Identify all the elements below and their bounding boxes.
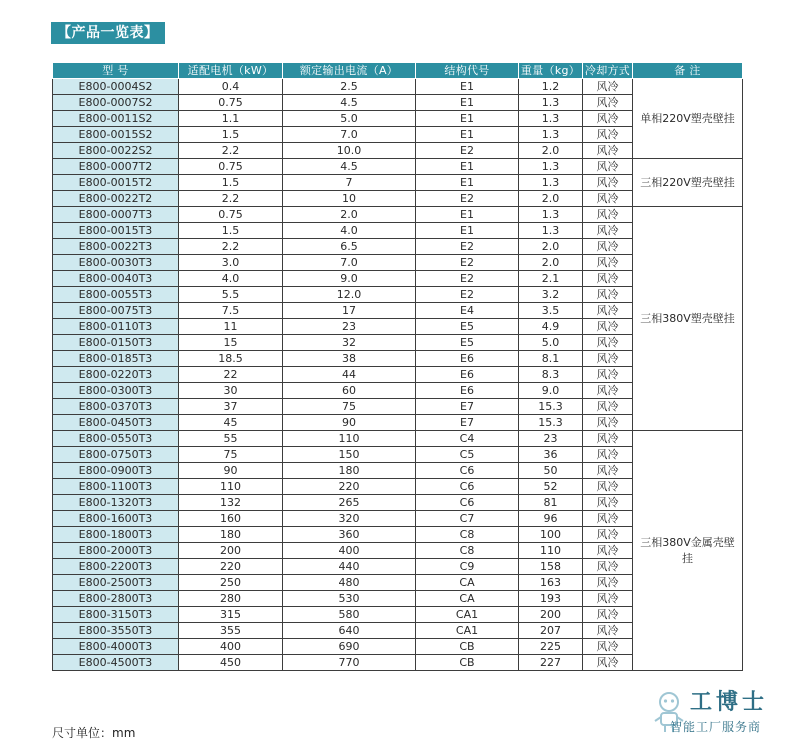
cell-motor-kw: 0.75 — [179, 95, 283, 111]
cell-cooling: 风冷 — [583, 655, 633, 671]
cell-structure: CB — [416, 639, 519, 655]
cell-model: E800-0015S2 — [53, 127, 179, 143]
cell-model: E800-0150T3 — [53, 335, 179, 351]
cell-current-a: 5.0 — [283, 111, 416, 127]
cell-current-a: 530 — [283, 591, 416, 607]
table-row — [53, 431, 743, 447]
cell-cooling: 风冷 — [583, 463, 633, 479]
cell-model: E800-1100T3 — [53, 479, 179, 495]
cell-model: E800-0220T3 — [53, 367, 179, 383]
cell-current-a: 180 — [283, 463, 416, 479]
cell-model: E800-0022T2 — [53, 191, 179, 207]
cell-weight-kg: 2.1 — [519, 271, 583, 287]
cell-motor-kw: 3.0 — [179, 255, 283, 271]
cell-structure: E7 — [416, 415, 519, 431]
cell-current-a: 9.0 — [283, 271, 416, 287]
cell-weight-kg: 1.3 — [519, 127, 583, 143]
cell-cooling: 风冷 — [583, 431, 633, 447]
cell-structure: CA1 — [416, 607, 519, 623]
cell-current-a: 4.0 — [283, 223, 416, 239]
footnote: 尺寸单位：mm — [52, 726, 136, 740]
cell-model: E800-0185T3 — [53, 351, 179, 367]
cell-weight-kg: 81 — [519, 495, 583, 511]
header-current: 额定输出电流（A） — [283, 63, 416, 79]
table-row — [53, 207, 743, 223]
cell-cooling: 风冷 — [583, 623, 633, 639]
cell-structure: E5 — [416, 319, 519, 335]
cell-model: E800-0750T3 — [53, 447, 179, 463]
watermark — [652, 690, 797, 736]
cell-weight-kg: 15.3 — [519, 415, 583, 431]
cell-model: E800-0900T3 — [53, 463, 179, 479]
cell-cooling: 风冷 — [583, 335, 633, 351]
cell-current-a: 640 — [283, 623, 416, 639]
cell-cooling: 风冷 — [583, 239, 633, 255]
cell-cooling: 风冷 — [583, 447, 633, 463]
cell-motor-kw: 0.4 — [179, 79, 283, 95]
cell-structure: E6 — [416, 383, 519, 399]
cell-motor-kw: 1.5 — [179, 127, 283, 143]
cell-current-a: 38 — [283, 351, 416, 367]
cell-motor-kw: 315 — [179, 607, 283, 623]
cell-cooling: 风冷 — [583, 527, 633, 543]
cell-motor-kw: 280 — [179, 591, 283, 607]
cell-structure: E2 — [416, 271, 519, 287]
cell-motor-kw: 75 — [179, 447, 283, 463]
cell-cooling: 风冷 — [583, 159, 633, 175]
cell-motor-kw: 450 — [179, 655, 283, 671]
cell-cooling: 风冷 — [583, 351, 633, 367]
cell-weight-kg: 2.0 — [519, 239, 583, 255]
cell-weight-kg: 15.3 — [519, 399, 583, 415]
cell-structure: E7 — [416, 399, 519, 415]
cell-cooling: 风冷 — [583, 287, 633, 303]
cell-model: E800-0075T3 — [53, 303, 179, 319]
cell-motor-kw: 0.75 — [179, 207, 283, 223]
cell-motor-kw: 30 — [179, 383, 283, 399]
cell-weight-kg: 110 — [519, 543, 583, 559]
cell-weight-kg: 5.0 — [519, 335, 583, 351]
cell-structure: CB — [416, 655, 519, 671]
cell-cooling: 风冷 — [583, 511, 633, 527]
cell-structure: C6 — [416, 479, 519, 495]
cell-cooling: 风冷 — [583, 175, 633, 191]
cell-current-a: 10.0 — [283, 143, 416, 159]
cell-motor-kw: 2.2 — [179, 239, 283, 255]
cell-current-a: 360 — [283, 527, 416, 543]
cell-cooling: 风冷 — [583, 383, 633, 399]
cell-structure: C8 — [416, 543, 519, 559]
cell-motor-kw: 2.2 — [179, 143, 283, 159]
table-row — [53, 159, 743, 175]
cell-structure: E1 — [416, 175, 519, 191]
product-table — [52, 62, 743, 671]
cell-current-a: 2.0 — [283, 207, 416, 223]
cell-model: E800-0007T2 — [53, 159, 179, 175]
cell-weight-kg: 2.0 — [519, 255, 583, 271]
cell-cooling: 风冷 — [583, 255, 633, 271]
cell-weight-kg: 163 — [519, 575, 583, 591]
cell-motor-kw: 90 — [179, 463, 283, 479]
cell-cooling: 风冷 — [583, 223, 633, 239]
cell-current-a: 90 — [283, 415, 416, 431]
cell-model: E800-0004S2 — [53, 79, 179, 95]
cell-motor-kw: 11 — [179, 319, 283, 335]
cell-model: E800-0550T3 — [53, 431, 179, 447]
cell-current-a: 7.0 — [283, 255, 416, 271]
watermark-brand: 工博士 — [690, 690, 769, 715]
cell-model: E800-0370T3 — [53, 399, 179, 415]
header-model: 型 号 — [53, 63, 179, 79]
watermark-subtitle: 智能工厂服务商 — [670, 720, 762, 734]
cell-current-a: 10 — [283, 191, 416, 207]
cell-current-a: 2.5 — [283, 79, 416, 95]
cell-structure: E1 — [416, 79, 519, 95]
page-title: 【产品一览表】 — [51, 22, 165, 44]
cell-weight-kg: 207 — [519, 623, 583, 639]
cell-weight-kg: 50 — [519, 463, 583, 479]
cell-weight-kg: 1.3 — [519, 175, 583, 191]
cell-weight-kg: 52 — [519, 479, 583, 495]
cell-model: E800-2000T3 — [53, 543, 179, 559]
cell-weight-kg: 1.3 — [519, 95, 583, 111]
cell-weight-kg: 227 — [519, 655, 583, 671]
cell-current-a: 6.5 — [283, 239, 416, 255]
header-remark: 备 注 — [633, 63, 743, 79]
cell-cooling: 风冷 — [583, 303, 633, 319]
cell-current-a: 12.0 — [283, 287, 416, 303]
cell-model: E800-0450T3 — [53, 415, 179, 431]
cell-remark: 三相220V塑壳壁挂 — [633, 159, 743, 207]
cell-weight-kg: 3.5 — [519, 303, 583, 319]
cell-current-a: 32 — [283, 335, 416, 351]
cell-model: E800-0040T3 — [53, 271, 179, 287]
cell-cooling: 风冷 — [583, 543, 633, 559]
cell-cooling: 风冷 — [583, 207, 633, 223]
cell-motor-kw: 22 — [179, 367, 283, 383]
cell-structure: E4 — [416, 303, 519, 319]
cell-current-a: 440 — [283, 559, 416, 575]
cell-motor-kw: 355 — [179, 623, 283, 639]
cell-cooling: 风冷 — [583, 399, 633, 415]
cell-cooling: 风冷 — [583, 319, 633, 335]
cell-remark: 三相380V金属壳壁挂 — [633, 431, 743, 671]
cell-model: E800-0015T2 — [53, 175, 179, 191]
cell-current-a: 265 — [283, 495, 416, 511]
cell-structure: C6 — [416, 463, 519, 479]
cell-weight-kg: 3.2 — [519, 287, 583, 303]
cell-model: E800-0011S2 — [53, 111, 179, 127]
cell-cooling: 风冷 — [583, 95, 633, 111]
cell-current-a: 7 — [283, 175, 416, 191]
cell-current-a: 75 — [283, 399, 416, 415]
cell-motor-kw: 15 — [179, 335, 283, 351]
cell-structure: E6 — [416, 367, 519, 383]
cell-weight-kg: 1.3 — [519, 207, 583, 223]
cell-remark: 单相220V塑壳壁挂 — [633, 79, 743, 159]
cell-structure: C9 — [416, 559, 519, 575]
cell-weight-kg: 193 — [519, 591, 583, 607]
cell-current-a: 17 — [283, 303, 416, 319]
cell-cooling: 风冷 — [583, 495, 633, 511]
cell-motor-kw: 1.1 — [179, 111, 283, 127]
cell-model: E800-2500T3 — [53, 575, 179, 591]
cell-motor-kw: 18.5 — [179, 351, 283, 367]
cell-motor-kw: 132 — [179, 495, 283, 511]
cell-model: E800-1600T3 — [53, 511, 179, 527]
cell-current-a: 4.5 — [283, 95, 416, 111]
cell-current-a: 7.0 — [283, 127, 416, 143]
cell-current-a: 220 — [283, 479, 416, 495]
cell-weight-kg: 1.3 — [519, 223, 583, 239]
cell-motor-kw: 110 — [179, 479, 283, 495]
cell-weight-kg: 9.0 — [519, 383, 583, 399]
cell-structure: C4 — [416, 431, 519, 447]
cell-motor-kw: 37 — [179, 399, 283, 415]
cell-cooling: 风冷 — [583, 127, 633, 143]
cell-current-a: 60 — [283, 383, 416, 399]
cell-current-a: 4.5 — [283, 159, 416, 175]
cell-current-a: 580 — [283, 607, 416, 623]
cell-model: E800-0300T3 — [53, 383, 179, 399]
cell-cooling: 风冷 — [583, 575, 633, 591]
cell-weight-kg: 1.3 — [519, 159, 583, 175]
cell-model: E800-0007T3 — [53, 207, 179, 223]
table-body — [53, 79, 743, 671]
cell-weight-kg: 2.0 — [519, 143, 583, 159]
cell-current-a: 770 — [283, 655, 416, 671]
cell-current-a: 23 — [283, 319, 416, 335]
cell-motor-kw: 160 — [179, 511, 283, 527]
cell-weight-kg: 1.3 — [519, 111, 583, 127]
cell-weight-kg: 2.0 — [519, 191, 583, 207]
cell-structure: E1 — [416, 111, 519, 127]
cell-weight-kg: 225 — [519, 639, 583, 655]
cell-model: E800-3150T3 — [53, 607, 179, 623]
cell-remark: 三相380V塑壳壁挂 — [633, 207, 743, 431]
cell-structure: C7 — [416, 511, 519, 527]
cell-model: E800-0015T3 — [53, 223, 179, 239]
table-header-row — [53, 63, 743, 79]
cell-structure: E6 — [416, 351, 519, 367]
cell-structure: E2 — [416, 239, 519, 255]
cell-motor-kw: 2.2 — [179, 191, 283, 207]
cell-motor-kw: 55 — [179, 431, 283, 447]
cell-weight-kg: 8.1 — [519, 351, 583, 367]
cell-model: E800-0022S2 — [53, 143, 179, 159]
cell-model: E800-0030T3 — [53, 255, 179, 271]
cell-model: E800-3550T3 — [53, 623, 179, 639]
cell-weight-kg: 8.3 — [519, 367, 583, 383]
cell-motor-kw: 4.0 — [179, 271, 283, 287]
cell-weight-kg: 36 — [519, 447, 583, 463]
cell-structure: C6 — [416, 495, 519, 511]
cell-motor-kw: 180 — [179, 527, 283, 543]
cell-model: E800-0110T3 — [53, 319, 179, 335]
cell-weight-kg: 100 — [519, 527, 583, 543]
cell-motor-kw: 200 — [179, 543, 283, 559]
cell-structure: E2 — [416, 287, 519, 303]
cell-structure: C8 — [416, 527, 519, 543]
cell-current-a: 320 — [283, 511, 416, 527]
cell-structure: E2 — [416, 191, 519, 207]
cell-structure: CA — [416, 591, 519, 607]
cell-weight-kg: 200 — [519, 607, 583, 623]
header-cooling: 冷却方式 — [583, 63, 633, 79]
cell-weight-kg: 96 — [519, 511, 583, 527]
header-weight: 重量（kg） — [519, 63, 583, 79]
cell-motor-kw: 1.5 — [179, 223, 283, 239]
cell-motor-kw: 250 — [179, 575, 283, 591]
cell-model: E800-1320T3 — [53, 495, 179, 511]
cell-cooling: 风冷 — [583, 415, 633, 431]
cell-cooling: 风冷 — [583, 271, 633, 287]
cell-current-a: 150 — [283, 447, 416, 463]
cell-structure: E1 — [416, 159, 519, 175]
cell-structure: E1 — [416, 95, 519, 111]
cell-structure: E2 — [416, 255, 519, 271]
cell-structure: E1 — [416, 127, 519, 143]
cell-cooling: 风冷 — [583, 639, 633, 655]
cell-structure: E1 — [416, 223, 519, 239]
cell-model: E800-0055T3 — [53, 287, 179, 303]
cell-current-a: 110 — [283, 431, 416, 447]
cell-structure: E1 — [416, 207, 519, 223]
cell-cooling: 风冷 — [583, 191, 633, 207]
cell-weight-kg: 1.2 — [519, 79, 583, 95]
cell-cooling: 风冷 — [583, 479, 633, 495]
cell-motor-kw: 5.5 — [179, 287, 283, 303]
cell-motor-kw: 1.5 — [179, 175, 283, 191]
cell-structure: CA1 — [416, 623, 519, 639]
cell-current-a: 690 — [283, 639, 416, 655]
cell-cooling: 风冷 — [583, 591, 633, 607]
cell-model: E800-4500T3 — [53, 655, 179, 671]
cell-motor-kw: 400 — [179, 639, 283, 655]
cell-motor-kw: 45 — [179, 415, 283, 431]
cell-cooling: 风冷 — [583, 111, 633, 127]
cell-weight-kg: 158 — [519, 559, 583, 575]
table-row — [53, 79, 743, 95]
cell-model: E800-4000T3 — [53, 639, 179, 655]
cell-model: E800-2800T3 — [53, 591, 179, 607]
cell-structure: E2 — [416, 143, 519, 159]
cell-motor-kw: 220 — [179, 559, 283, 575]
cell-model: E800-0007S2 — [53, 95, 179, 111]
cell-model: E800-1800T3 — [53, 527, 179, 543]
header-motor: 适配电机（kW） — [179, 63, 283, 79]
cell-structure: C5 — [416, 447, 519, 463]
cell-weight-kg: 23 — [519, 431, 583, 447]
cell-motor-kw: 7.5 — [179, 303, 283, 319]
cell-model: E800-0022T3 — [53, 239, 179, 255]
header-structure: 结构代号 — [416, 63, 519, 79]
cell-cooling: 风冷 — [583, 559, 633, 575]
cell-structure: E5 — [416, 335, 519, 351]
cell-cooling: 风冷 — [583, 367, 633, 383]
cell-current-a: 480 — [283, 575, 416, 591]
cell-current-a: 400 — [283, 543, 416, 559]
cell-cooling: 风冷 — [583, 143, 633, 159]
cell-current-a: 44 — [283, 367, 416, 383]
cell-cooling: 风冷 — [583, 79, 633, 95]
cell-model: E800-2200T3 — [53, 559, 179, 575]
cell-weight-kg: 4.9 — [519, 319, 583, 335]
cell-structure: CA — [416, 575, 519, 591]
cell-cooling: 风冷 — [583, 607, 633, 623]
cell-motor-kw: 0.75 — [179, 159, 283, 175]
